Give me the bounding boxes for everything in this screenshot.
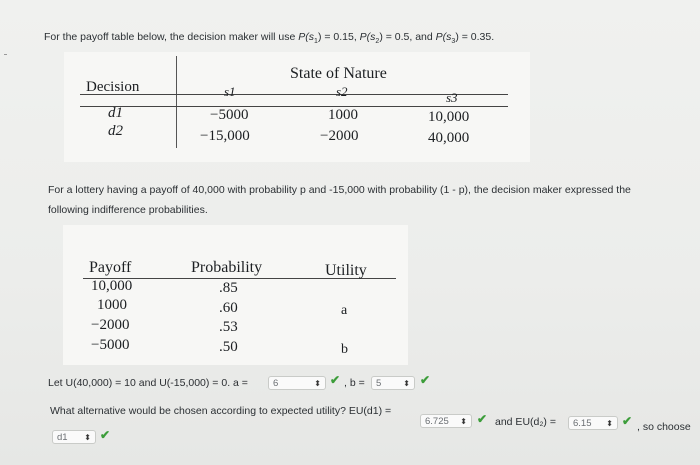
- lottery-line-1: For a lottery having a payoff of 40,000 with probability p and -15,000 with probability (1 - p), the decision maker expressed the: [48, 184, 631, 196]
- header-state-of-nature: State of Nature: [290, 65, 387, 82]
- util-payoff-2: 1000: [97, 297, 127, 313]
- check-icon: ✔: [330, 373, 341, 387]
- b-label: , b =: [344, 377, 365, 389]
- utility-question-text: Let U(40,000) = 10 and U(-15,000) = 0. a =: [48, 377, 248, 389]
- util-prob-4: .50: [219, 339, 238, 355]
- updown-chevron-icon: ⬍: [403, 379, 410, 388]
- payoff-table-rule-mid: [80, 106, 508, 107]
- header-utility: Utility: [325, 262, 367, 279]
- header-probability: Probability: [191, 259, 263, 276]
- a-value-select[interactable]: [268, 376, 326, 390]
- state-s1: s1: [224, 84, 236, 99]
- eu-d1-select[interactable]: [420, 414, 472, 428]
- util-prob-2: .60: [219, 300, 238, 316]
- choice-select[interactable]: [52, 430, 96, 444]
- eu-d2-select[interactable]: [568, 416, 618, 430]
- eu-d1-selected: 6.725: [425, 416, 449, 427]
- decision-d1: d1: [108, 105, 123, 121]
- util-payoff-3: −2000: [91, 317, 130, 333]
- prob-s1-sub: 1: [314, 38, 318, 46]
- b-value-selected: 5: [376, 378, 382, 389]
- cell-d1-s2: 1000: [328, 107, 358, 123]
- util-prob-1: .85: [219, 280, 238, 296]
- cell-d2-s1: −15,000: [200, 128, 250, 144]
- util-payoff-4: −5000: [91, 337, 130, 353]
- prob-s2-value: ) = 0.5, and: [379, 31, 436, 43]
- updown-chevron-icon: ⬍: [460, 417, 467, 426]
- updown-chevron-icon: ⬍: [84, 433, 91, 442]
- cell-d2-s3: 40,000: [428, 130, 470, 146]
- payoff-table: [64, 52, 530, 162]
- util-prob-3: .53: [219, 319, 238, 335]
- prob-s1-label: P(s: [298, 31, 315, 43]
- lottery-text: [48, 180, 698, 220]
- b-value-select[interactable]: [371, 376, 415, 390]
- prob-s3-label: P(s: [435, 31, 452, 43]
- and-eu-d2-label: and EU(d₂) =: [495, 416, 556, 428]
- header-decision: Decision: [86, 79, 140, 95]
- intro-lead: For the payoff table below, the decision maker will use: [44, 31, 299, 43]
- prob-s3-value: ) = 0.35.: [455, 31, 495, 43]
- expected-utility-question-text: What alternative would be chosen according to expected utility? EU(d1) =: [50, 405, 392, 417]
- state-s3: s3: [446, 90, 458, 105]
- updown-chevron-icon: ⬍: [606, 419, 613, 428]
- header-payoff: Payoff: [89, 259, 132, 276]
- payoff-table-rule-top: [80, 94, 508, 95]
- scroll-edge-mark: [4, 54, 7, 55]
- util-utility-b: b: [341, 342, 348, 357]
- cell-d2-s2: −2000: [320, 128, 359, 144]
- utility-table: [63, 225, 408, 365]
- choice-selected: d1: [57, 432, 68, 443]
- check-icon: ✔: [622, 414, 633, 428]
- util-payoff-1: 10,000: [91, 278, 133, 294]
- prob-s1-value: ) = 0.15,: [317, 31, 360, 43]
- prob-s2-sub: 2: [375, 38, 380, 46]
- prob-s2-label: P(s: [359, 31, 376, 43]
- a-value-selected: 6: [273, 378, 279, 389]
- so-choose-label: , so choose: [637, 421, 691, 433]
- updown-chevron-icon: ⬍: [314, 379, 321, 388]
- util-utility-a: a: [341, 303, 348, 318]
- check-icon: ✔: [420, 373, 431, 387]
- check-icon: ✔: [477, 412, 488, 426]
- cell-d1-s3: 10,000: [428, 109, 470, 125]
- payoff-table-divider: [176, 56, 177, 148]
- intro-text: [44, 31, 494, 45]
- cell-d1-s1: −5000: [210, 107, 249, 123]
- eu-d2-selected: 6.15: [573, 418, 592, 429]
- lottery-line-2: following indifference probabilities.: [48, 204, 208, 216]
- decision-d2: d2: [108, 123, 123, 139]
- check-icon: ✔: [100, 428, 111, 442]
- state-s2: s2: [336, 84, 348, 99]
- prob-s3-sub: 3: [451, 38, 456, 46]
